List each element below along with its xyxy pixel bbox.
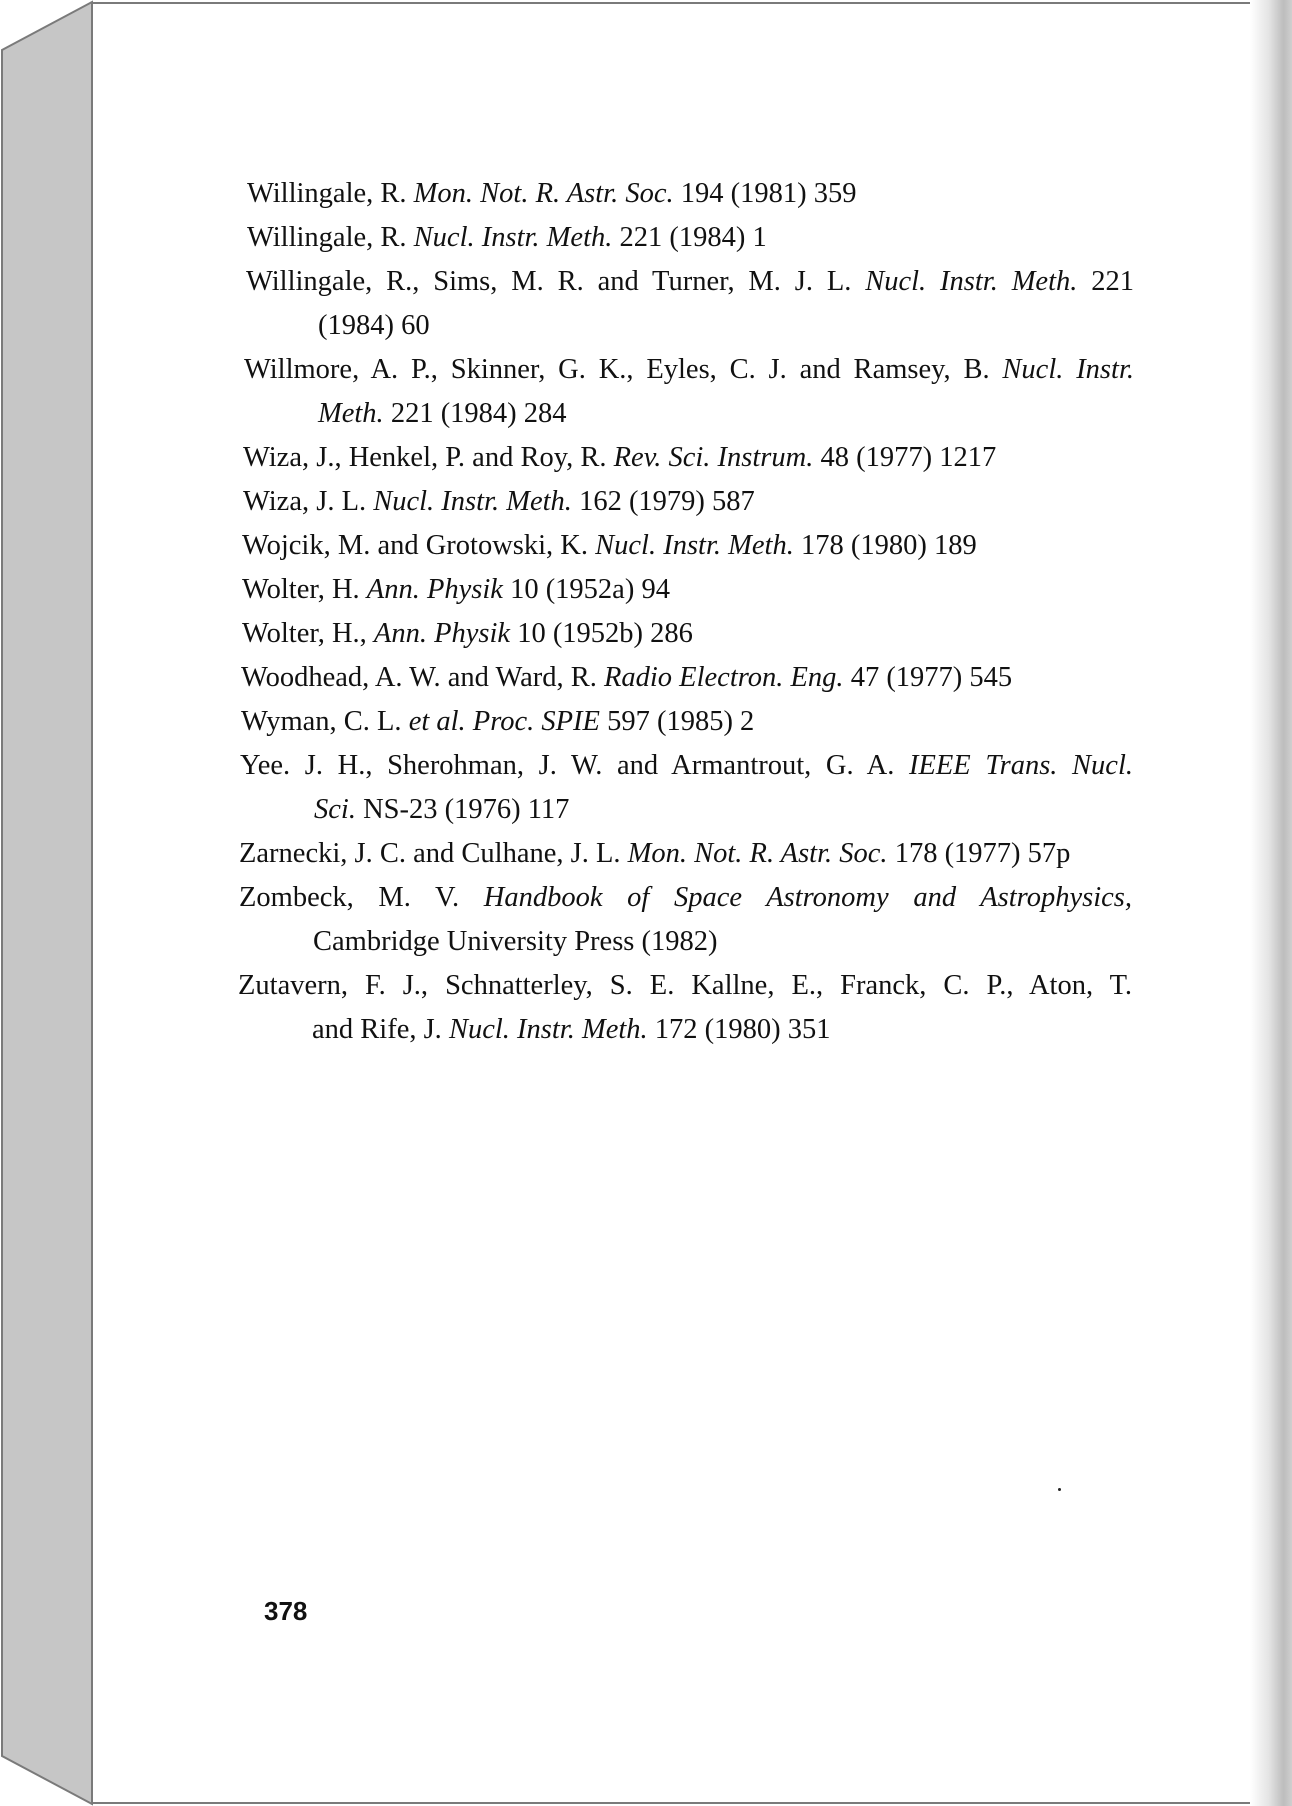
reference-details: 178 (1977) 57p xyxy=(887,838,1071,869)
reference-details: 48 (1977) 1217 xyxy=(813,442,997,473)
reference-journal: et al. Proc. SPIE xyxy=(408,706,600,737)
reference-author: Zutavern, F. J., Schnatterley, S. E. Kallne, E., Franck, C. P., Aton, T. xyxy=(238,970,1132,1001)
reference-journal: Nucl. Instr. Meth. xyxy=(413,222,613,253)
book-spine xyxy=(0,0,96,1806)
reference-continuation xyxy=(318,304,430,348)
reference-details: 221 (1984) 284 xyxy=(383,398,567,429)
reference-continuation xyxy=(314,788,569,832)
reference-author: Willmore, A. P., Skinner, G. K., Eyles, C. J. and Ramsey, B. xyxy=(244,354,1003,385)
reference-entry xyxy=(243,436,996,480)
reference-details: and Rife, J. xyxy=(312,1014,449,1045)
reference-entry xyxy=(242,568,670,612)
reference-journal: Nucl. Instr. Meth. xyxy=(373,486,572,517)
reference-author: Woodhead, A. W. and Ward, R. xyxy=(241,662,604,693)
reference-author: Willingale, R. xyxy=(247,222,414,253)
reference-entry xyxy=(247,172,856,216)
reference-entry xyxy=(241,656,1012,700)
reference-details: 178 (1980) 189 xyxy=(793,530,977,561)
reference-journal: Sci. xyxy=(314,794,356,825)
reference-entry xyxy=(247,216,767,260)
reference-journal: Mon. Not. R. Astr. Soc. xyxy=(627,838,888,869)
reference-entry xyxy=(242,524,977,568)
reference-details: (1984) 60 xyxy=(318,310,430,341)
reference-author: Zarnecki, J. C. and Culhane, J. L. xyxy=(239,838,628,869)
reference-author: Willingale, R., Sims, M. R. and Turner, M. J. L. xyxy=(246,266,866,297)
reference-author: Wyman, C. L. xyxy=(241,706,409,737)
reference-entry xyxy=(239,832,1070,876)
paper-speck xyxy=(1058,1488,1061,1491)
reference-author: Wojcik, M. and Grotowski, K. xyxy=(242,530,596,561)
reference-entry xyxy=(241,700,754,744)
reference-author: Willingale, R. xyxy=(247,178,414,209)
reference-entry xyxy=(244,348,1134,392)
reference-details: 47 (1977) 545 xyxy=(843,662,1013,693)
reference-journal: Rev. Sci. Instrum. xyxy=(613,442,814,473)
reference-entry xyxy=(240,744,1133,788)
reference-journal: Radio Electron. Eng. xyxy=(603,662,844,693)
reference-author: Wiza, J., Henkel, P. and Roy, R. xyxy=(243,442,614,473)
reference-journal: Nucl. Instr. Meth. xyxy=(865,266,1078,297)
reference-journal: IEEE Trans. Nucl. xyxy=(908,750,1133,781)
reference-continuation xyxy=(313,920,717,964)
reference-author: Yee. J. H., Sherohman, J. W. and Armantrout, G. A. xyxy=(240,750,909,781)
reference-entry xyxy=(242,612,693,656)
reference-journal: Mon. Not. R. Astr. Soc. xyxy=(413,178,674,209)
reference-entry xyxy=(239,876,1132,920)
reference-journal: Handbook of Space Astronomy and Astrophysics, xyxy=(483,882,1132,913)
reference-entry xyxy=(238,964,1132,1008)
reference-continuation xyxy=(312,1008,831,1052)
reference-details: 221 (1984) 1 xyxy=(612,222,767,253)
reference-continuation xyxy=(318,392,567,436)
reference-author: Wolter, H. xyxy=(242,574,367,605)
reference-details: 162 (1979) 587 xyxy=(571,486,755,517)
reference-journal: Ann. Physik xyxy=(366,574,503,605)
reference-details: 10 (1952a) 94 xyxy=(502,574,670,605)
page-shadow xyxy=(1250,0,1292,1806)
page-number: 378 xyxy=(264,1596,308,1626)
reference-details: 10 (1952b) 286 xyxy=(510,618,693,649)
reference-details: 221 xyxy=(1077,266,1134,297)
reference-entry xyxy=(246,260,1134,304)
reference-details: Cambridge University Press (1982) xyxy=(313,926,718,957)
reference-journal: Ann. Physik xyxy=(373,618,511,649)
reference-author: Wolter, H., xyxy=(242,618,374,649)
reference-author: Wiza, J. L. xyxy=(243,486,374,517)
reference-details: NS-23 (1976) 117 xyxy=(355,794,570,825)
reference-journal: Meth. xyxy=(318,398,384,429)
reference-entry xyxy=(243,480,755,524)
reference-details: 597 (1985) 2 xyxy=(599,706,755,737)
reference-author: Zombeck, M. V. xyxy=(239,882,484,913)
reference-journal: Nucl. Instr. Meth. xyxy=(448,1014,648,1045)
reference-details: 172 (1980) 351 xyxy=(647,1014,831,1045)
reference-details: 194 (1981) 359 xyxy=(673,178,857,209)
reference-journal: Nucl. Instr. xyxy=(1002,354,1134,385)
reference-journal: Nucl. Instr. Meth. xyxy=(595,530,794,561)
